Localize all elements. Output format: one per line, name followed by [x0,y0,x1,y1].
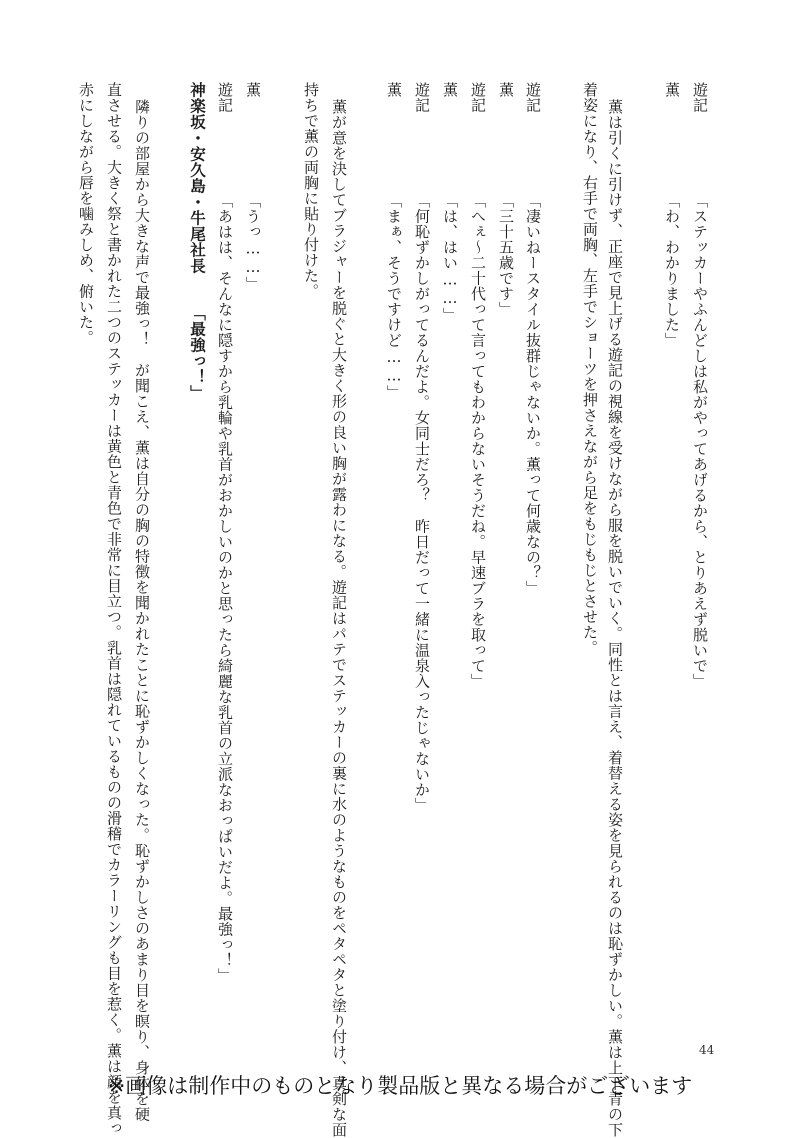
col-yuuki-2-line: 「凄いねースタイル抜群じゃないか。薫って何歳なの？」 [524,193,542,596]
col-yuuki-2-speaker: 遊記 [524,82,542,113]
col-narration-2b: 持ちで薫の両胸に貼り付けた。 [302,82,320,299]
col-yuuki-5-speaker: 遊記 [216,82,234,113]
col-kaoru-4-speaker: 薫 [385,82,403,98]
col-kaoru-5-line: 「うっ……」 [244,193,262,292]
col-narration-1a: 薫は引くに引けず、正座で見上げる遊記の視線を受けながら服を脱いでいく。同性とは言え、着替える姿を見られるのは恥ずかしい。薫は上下青の下 [606,99,624,1138]
col-yuuki-1-speaker: 遊記 [691,82,709,113]
page-number: 44 [699,1043,715,1057]
col-yuuki-3-speaker: 遊記 [469,82,487,113]
col-kaoru-3-line: 「は、はい……」 [441,193,459,323]
col-chorus-speaker: 神楽坂・安久島・牛尾社長 [188,82,207,274]
col-kaoru-1-line: 「わ、わかりました」 [663,193,681,348]
col-yuuki-4-line: 「何恥ずかしがってるんだよ。女同士だろ？ 昨日だって一緒に温泉入ったじゃないか」 [413,193,431,813]
col-kaoru-3-speaker: 薫 [441,82,459,98]
col-yuuki-1-line: 「ステッカーやふんどしは私がやってあげるから、とりあえず脱いで」 [691,193,709,689]
disclaimer-text: ※画像は制作中のものとなり製品版と異なる場合がございます [107,1074,693,1098]
col-kaoru-5-speaker: 薫 [244,82,262,98]
col-kaoru-4-line: 「まぁ、そうですけど……」 [385,193,403,401]
col-kaoru-1-speaker: 薫 [663,82,681,98]
col-kaoru-2-speaker: 薫 [497,82,515,98]
col-narration-1b: 着姿になり、右手で両胸、左手でショーツを押さえながら足をもじもじとさせた。 [581,82,599,656]
col-narration-3b: 直させる。大きく祭と書かれた二つのステッカーは黄色と青色で非常に目立つ。乳首は隠れているものの滑稽でカラーリングも目を惹く。薫は顔を真っ [105,82,123,1136]
col-narration-2a: 薫が意を決してブラジャーを脱ぐと大きく形の良い胸が露わになる。遊記はパテでステッカーの裏に水のようなものをペタペタと塗り付け、真剣な面 [330,99,348,1138]
col-yuuki-3-line: 「へぇ〜二十代って言ってもわからないそうだね。早速ブラを取って」 [469,193,487,689]
col-yuuki-4-speaker: 遊記 [413,82,431,113]
col-narration-3a: 隣りの部屋から大きな声で最強っ！ が聞こえ、薫は自分の胸の特徴を聞かれたことに恥ずかしくなった。恥ずかしさのあまり目を瞑り、身体を硬 [133,99,151,1122]
col-yuuki-5-line: 「あはは、そんなに隠すから乳輪や乳首がおかしいのかと思ったら綺麗な乳首の立派なおっぱいだよ。最強っ！」 [216,193,234,984]
col-kaoru-2-line: 「三十五歳です」 [497,193,515,317]
col-chorus-line: 「最強っ！」 [188,305,207,401]
col-narration-3c: 赤にしながら唇を噛みしめ、俯いた。 [77,82,95,346]
